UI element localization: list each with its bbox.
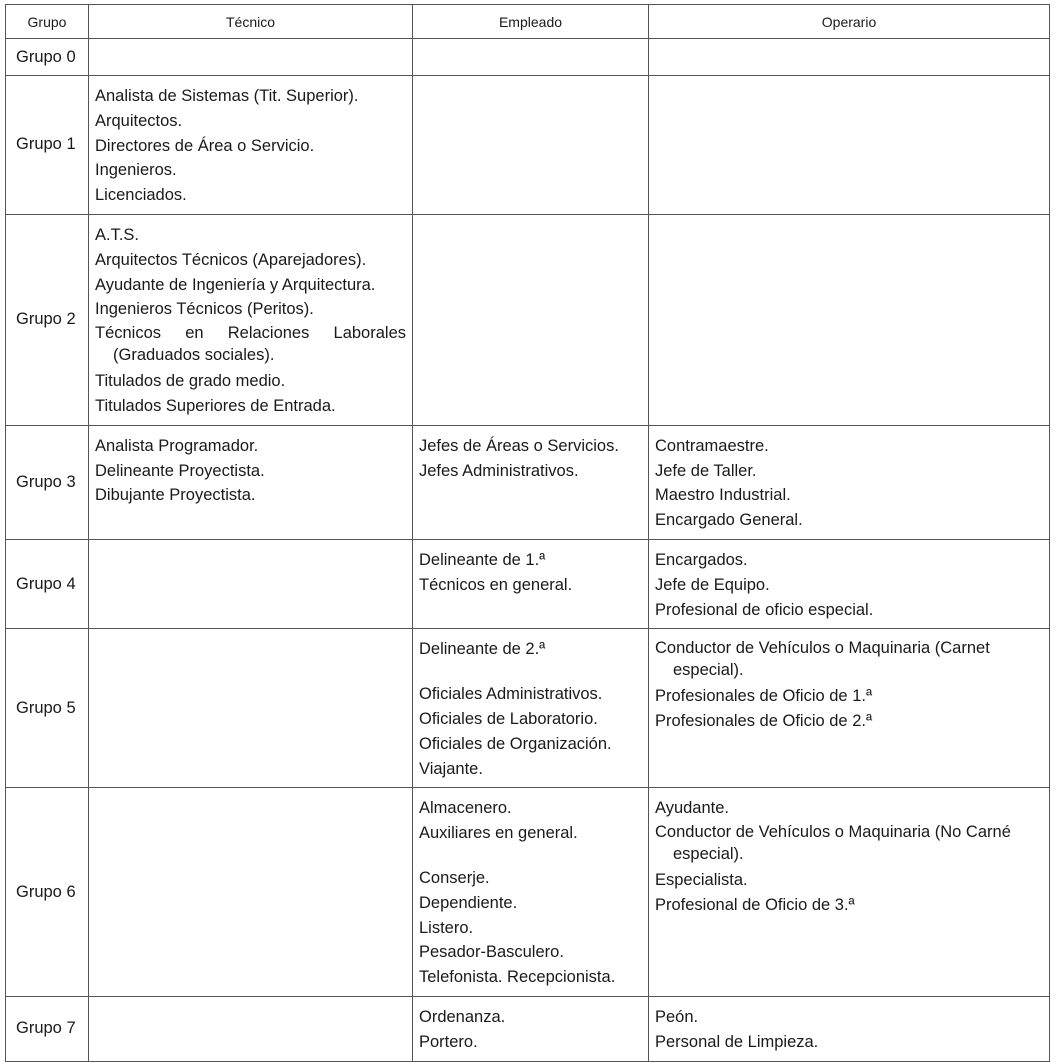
list-item: Conductor de Vehículos o Maquinaria (Carnet	[655, 639, 990, 658]
table-row	[6, 629, 1050, 788]
spacer	[419, 846, 642, 866]
list-item: Jefe de Equipo.	[655, 575, 770, 594]
header-grupo: Grupo	[6, 5, 89, 39]
cell-tecnico	[89, 76, 413, 215]
group-label: Grupo 1	[6, 76, 89, 215]
list-item: Maestro Industrial.	[655, 486, 791, 505]
cell-operario	[649, 788, 1050, 997]
list-item: Técnicos en general.	[419, 575, 573, 594]
list-item: Jefes Administrativos.	[419, 461, 579, 480]
list-item: A.T.S.	[95, 225, 140, 244]
list-item-continuation: especial).	[673, 661, 744, 680]
table-row	[6, 214, 1050, 425]
list-item: Licenciados.	[95, 186, 187, 205]
cell-empleado	[413, 425, 649, 539]
cell-empleado	[413, 214, 649, 425]
cell-empleado	[413, 76, 649, 215]
cell-operario	[649, 214, 1050, 425]
list-item: Especialista.	[655, 871, 748, 890]
list-item: Encargado General.	[655, 511, 803, 530]
list-item: Profesional de oficio especial.	[655, 600, 874, 619]
header-operario: Operario	[649, 5, 1050, 39]
list-item: Arquitectos Técnicos (Aparejadores).	[95, 250, 367, 269]
header-tecnico: Técnico	[89, 5, 413, 39]
cell-operario	[649, 996, 1050, 1061]
list-item: Oficiales Administrativos.	[419, 685, 603, 704]
cell-operario	[649, 39, 1050, 76]
list-item: Profesionales de Oficio de 1.ª	[655, 687, 873, 706]
list-item: Titulados Superiores de Entrada.	[95, 396, 336, 415]
list-item: Auxiliares en general.	[419, 824, 578, 843]
group-label: Grupo 5	[6, 629, 89, 788]
cell-operario	[649, 76, 1050, 215]
list-item: Almacenero.	[419, 799, 512, 818]
list-item: Listero.	[419, 918, 474, 937]
cell-tecnico	[89, 425, 413, 539]
list-item: Directores de Área o Servicio.	[95, 136, 315, 155]
list-item: Conductor de Vehículos o Maquinaria (No Carné	[655, 823, 1011, 842]
list-item: Encargados.	[655, 550, 748, 569]
table-row	[6, 996, 1050, 1061]
list-item: Ayudante de Ingeniería y Arquitectura.	[95, 275, 376, 294]
cell-operario	[649, 425, 1050, 539]
header-row	[6, 5, 1050, 39]
list-item: Oficiales de Organización.	[419, 734, 612, 753]
table-row	[6, 76, 1050, 215]
list-item: Oficiales de Laboratorio.	[419, 709, 598, 728]
list-item: Analista Programador.	[95, 436, 259, 455]
group-label: Grupo 4	[6, 539, 89, 628]
cell-tecnico	[89, 788, 413, 997]
header-empleado: Empleado	[413, 5, 649, 39]
classification-table	[5, 4, 1050, 1062]
group-label: Grupo 0	[6, 39, 89, 76]
cell-tecnico	[89, 39, 413, 76]
list-item: Peón.	[655, 1007, 699, 1026]
list-item: Contramaestre.	[655, 436, 769, 455]
group-label: Grupo 3	[6, 425, 89, 539]
list-item-continuation: (Graduados sociales).	[113, 346, 275, 365]
list-item: Ingenieros Técnicos (Peritos).	[95, 300, 314, 319]
list-item: Arquitectos.	[95, 111, 183, 130]
spacer	[419, 662, 642, 682]
group-label: Grupo 7	[6, 996, 89, 1061]
table-row	[6, 39, 1050, 76]
list-item: Titulados de grado medio.	[95, 372, 286, 391]
cell-empleado	[413, 39, 649, 76]
cell-empleado	[413, 539, 649, 628]
list-item: Viajante.	[419, 759, 483, 778]
cell-operario	[649, 539, 1050, 628]
list-item: Profesional de Oficio de 3.ª	[655, 895, 855, 914]
cell-tecnico	[89, 629, 413, 788]
group-label: Grupo 2	[6, 214, 89, 425]
list-item: Pesador-Basculero.	[419, 943, 564, 962]
list-item: Telefonista. Recepcionista.	[419, 968, 616, 987]
list-item-continuation: especial).	[673, 845, 744, 864]
cell-tecnico	[89, 214, 413, 425]
table-row	[6, 425, 1050, 539]
list-item: Jefes de Áreas o Servicios.	[419, 436, 619, 455]
list-item: Profesionales de Oficio de 2.ª	[655, 712, 873, 731]
list-item: Analista de Sistemas (Tit. Superior).	[95, 87, 359, 105]
table-row	[6, 788, 1050, 997]
list-item: Ingenieros.	[95, 161, 177, 180]
list-item: Delineante Proyectista.	[95, 461, 265, 480]
list-item: Conserje.	[419, 868, 490, 887]
cell-empleado	[413, 996, 649, 1061]
list-item: Ayudante.	[655, 799, 730, 818]
cell-empleado	[413, 629, 649, 788]
cell-empleado	[413, 788, 649, 997]
list-item: Jefe de Taller.	[655, 461, 757, 480]
list-item: Dibujante Proyectista.	[95, 486, 256, 505]
list-item: Técnicos en Relaciones Laborales	[95, 324, 406, 343]
list-item: Delineante de 1.ª	[419, 550, 546, 569]
group-label: Grupo 6	[6, 788, 89, 997]
list-item: Ordenanza.	[419, 1007, 506, 1026]
table-row	[6, 539, 1050, 628]
list-item: Delineante de 2.ª	[419, 640, 546, 659]
cell-tecnico	[89, 996, 413, 1061]
list-item: Personal de Limpieza.	[655, 1032, 819, 1051]
list-item: Dependiente.	[419, 893, 518, 912]
cell-tecnico	[89, 539, 413, 628]
cell-operario	[649, 629, 1050, 788]
list-item: Portero.	[419, 1032, 478, 1051]
